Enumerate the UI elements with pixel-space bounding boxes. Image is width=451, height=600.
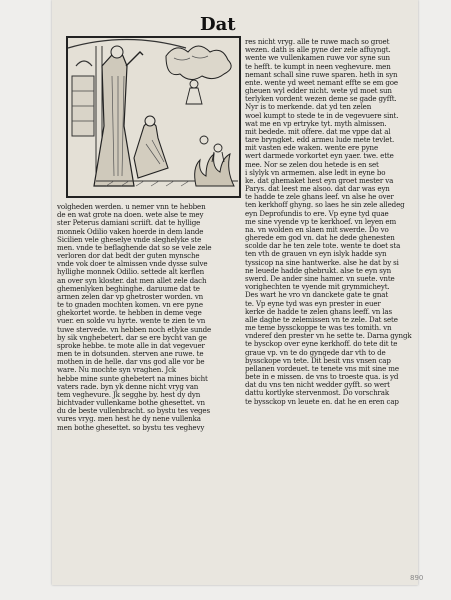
text-line: tare bryngket. edd armeu lude mete tevlet.	[245, 135, 395, 145]
text-line: na. vn wolden en slaen mit swerde. Do vo	[245, 224, 389, 234]
text-line: mit bedede. mit offere. dat me vppe dat al	[245, 126, 391, 136]
text-line: vuer. en solde vu hyrte. wente te zien te vn	[57, 316, 206, 326]
text-line: bichtvader vullenkame bothe ghesettet. vn	[57, 398, 205, 408]
text-line: me sine vyende vp te kerkhoef. vn leyen em	[245, 216, 397, 226]
text-line: tuwe stervede. vn hebben noch etlyke sunde	[57, 324, 212, 334]
text-line: sproke hebbe. te mote alle in dat vegevuer	[57, 340, 205, 350]
page-heading: Dat	[200, 14, 236, 35]
text-line: tem veghevure. Jk segghe by. hest dy dyn	[57, 389, 201, 399]
text-line: ente. wente yd weet nemant effte se em goe	[245, 77, 398, 87]
text-line: byssckope vn tete. Dit besit vns vnsen cap	[245, 355, 391, 365]
text-line: ne leuede hadde ghebrukt. alse te eyn syn	[245, 265, 392, 275]
text-line: pellanen vordeuet. te tenete vns mit sine me	[245, 363, 399, 373]
right-text-column	[245, 38, 417, 406]
text-line: hebbe mine sunte ghebetert na mines bicht	[57, 373, 208, 383]
text-line: bete in e missen. de vns to troeste qua. is yd	[245, 372, 399, 382]
text-line: terlyken vordent wezen deme se gade gyfft.	[245, 94, 397, 104]
text-line: vorighechten te vyende mit grymmicheyt.	[245, 282, 390, 292]
text-line: me teme byssckoppe te was tes tomith. vn	[245, 323, 392, 333]
text-line: gheuen wyl edder nicht. wete yd moet sun	[245, 86, 392, 96]
text-line: eyn Deprofundis to ere. Vp eyne tyd quae	[245, 208, 389, 218]
text-line: Des wart he vro vn danckete gate te gnat	[245, 290, 389, 300]
text-line: hyllighe monnek Odilio. settede alt kerflen	[57, 267, 205, 277]
text-line: vures vryg. men hest he dy nene vullenka	[57, 414, 201, 424]
text-line: i slylyk vn armemen. alse ledt in eyne bo	[245, 167, 386, 177]
text-line: verloren dor dat bedt der guten mynsche	[57, 251, 200, 261]
text-line: de en wat grote na doen. wete alse te mey	[57, 210, 204, 220]
text-line: armen zelen dar vp ghetroster worden. vn	[57, 291, 204, 301]
text-line: men bothe ghesettet. so bystu tes veghevy	[57, 422, 205, 432]
text-line: te hadde te zele ghans leef. vn alse he over	[245, 192, 394, 202]
text-line: wezen. dath is alle pyne der zele affuyngt.	[245, 45, 391, 55]
text-line: wat me en vp ertryke tyt. myth almissen.	[245, 118, 387, 128]
text-line: ware. Nu mochte syn vraghen. Jck	[57, 365, 177, 375]
text-line: ke. dat ghemaket hest eyn groet mester va	[245, 175, 394, 185]
text-line: ghemenlyken beghinghe. daruume dat te	[57, 283, 200, 293]
text-line: nemant schall sine ruwe sparen. heth in syn	[245, 69, 398, 79]
text-line: gherede em god vn. dat he dede ghenesten	[245, 233, 395, 243]
left-text-column	[57, 203, 240, 432]
text-line: te byssckop vn leuete en. dat he en eren cap	[245, 396, 399, 406]
text-line: wente we vullenkamen ruwe vor syne sun	[245, 53, 390, 63]
text-line: vnde vok doer te almissen vnde dysse sulve	[57, 259, 208, 269]
text-line: graue vp. vn te do gyngede dar vth to de	[245, 347, 386, 357]
text-line: wert darmede vorkortet eyn yaer. twe. ette	[245, 151, 394, 161]
text-line: kerke de hadde te zelen ghans leeff. vn las	[245, 306, 392, 316]
text-line: volgheden werden. u nemer vnn te hebben	[57, 203, 206, 211]
text-line: te hefft. te kumpt in neen veghevure. men	[245, 61, 391, 71]
text-line: dat du vns ten nicht wedder gyfft. so wert	[245, 380, 390, 390]
text-line: an over syn kloster. dat men allet zele dach	[57, 275, 207, 285]
text-line: swerd. De ander sine hamer. vn suete. vnte	[245, 273, 395, 283]
text-line: alle daghe te zelemissen vn te zele. Dat sete	[245, 314, 398, 324]
text-line: ten vth de grauen vn eyn islyk hadde syn	[245, 249, 387, 259]
text-line: Parys. dat leest me alsoo. dat dar was eyn	[245, 184, 390, 194]
text-line: men. vnde te beflaghende dat so se vele zele	[57, 242, 212, 252]
text-line: men te in dotsunden. sterven ane ruwe. te	[57, 349, 204, 359]
text-line: tyssicop na sine hantwerke. alse he dat by si	[245, 257, 399, 267]
text-line: ten kerkhoff ghyng. so laes he sin zele alledeg	[245, 200, 405, 210]
text-line: woel kumpt to stede te in de vegevuere sint.	[245, 110, 399, 120]
text-line: mee. Nor se zelen dou hetede is en set	[245, 159, 379, 169]
text-line: Sicilien vele gheselye vnde sleghelyke ste	[57, 234, 202, 244]
text-line: Nyr is to merkende. dat yd ten zelen	[245, 102, 372, 112]
text-line: monnek Odilio vaken hoerde in dem lande	[57, 226, 204, 236]
text-line: ster Peterus damiani scriift. dat te hyllige	[57, 218, 201, 228]
text-line: du de beste vullenbracht. so bystu tes veges	[57, 406, 210, 416]
page-number: 890	[410, 574, 424, 582]
text-line: by sik vnghebetert. dar se ere bycht van ge	[57, 332, 207, 342]
text-line: mit vasten ede waken. wente ere pyne	[245, 143, 379, 153]
text-line: dattu kortlyke stervenmost. Do vorschrak	[245, 388, 389, 398]
text-line: scolde dar he ten zele tote. wente te doet sta	[245, 241, 401, 251]
text-line: vaters rade. byn yk denne nicht vryg van	[57, 381, 199, 391]
text-line: te to gnaden mochten komen. vn ere pyne	[57, 300, 203, 310]
woodcut-illustration	[66, 36, 241, 198]
text-line: mothen in de helle. dar vns god alle vor be	[57, 357, 205, 367]
text-line: te. Vp eyne tyd was eyn prester in euer	[245, 298, 381, 308]
text-line: res nicht vryg. alle te ruwe mach so groet	[245, 38, 390, 46]
text-line: te bysckop over eyne kerkhoff. do tete dit te	[245, 339, 398, 349]
text-line: ghekortet worde. te hebben in deme vege	[57, 308, 202, 318]
text-line: vnderef den prester vn he sette te. Darna gyngk	[245, 331, 412, 341]
